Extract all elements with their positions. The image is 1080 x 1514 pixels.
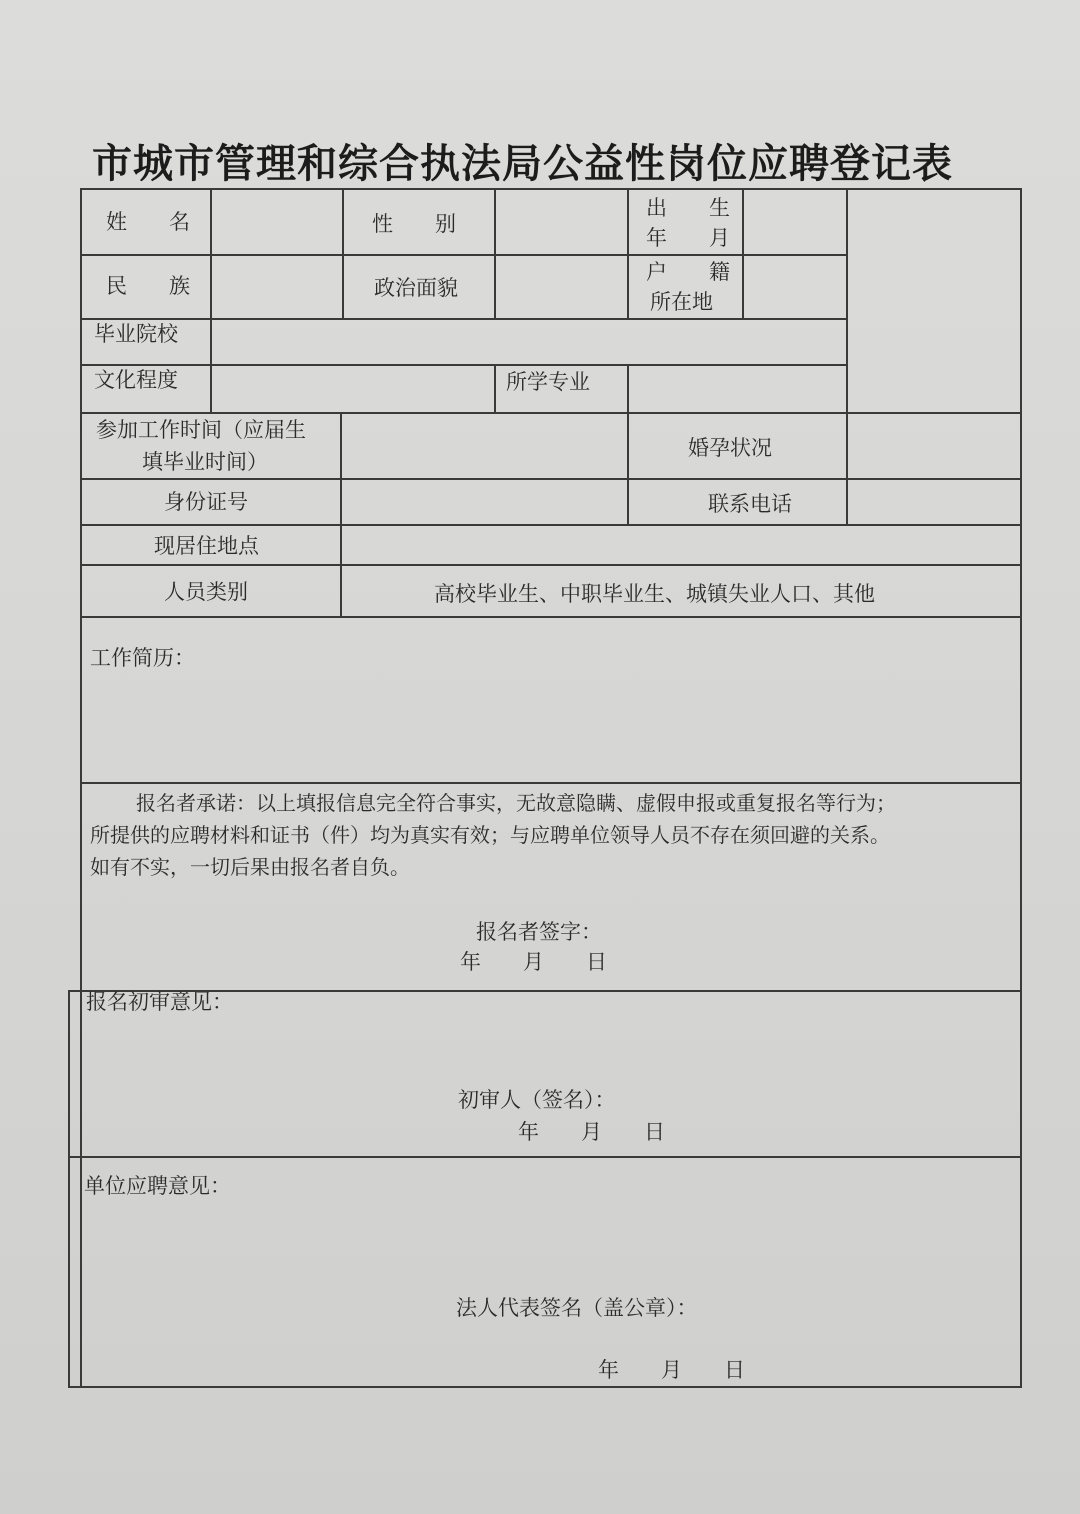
pledge-line3: 如有不实，一切后果由报名者自负。 — [90, 855, 410, 879]
col-e — [742, 188, 744, 320]
col-f2 — [846, 412, 848, 526]
unit-sign-label: 法人代表签名（盖公章）： — [456, 1296, 698, 1320]
frame-top — [80, 188, 1022, 190]
col-c — [494, 188, 496, 320]
rule-row6 — [80, 524, 1022, 526]
rule-row5 — [80, 478, 1022, 480]
label-hukou-line2: 所在地 — [650, 290, 713, 314]
label-resume: 工作简历： — [90, 646, 195, 670]
col-a — [210, 188, 212, 414]
label-hukou-line1: 户 籍 — [646, 260, 730, 284]
rule-row4 — [80, 412, 1022, 414]
pledge-line1: 报名者承诺：以上填报信息完全符合事实，无故意隐瞒、虚假申报或重复报名等行为； — [136, 791, 896, 815]
label-school: 毕业院校 — [94, 322, 178, 346]
label-gender: 性 别 — [372, 212, 456, 236]
label-marital: 婚孕状况 — [688, 436, 772, 460]
frame-left — [80, 188, 82, 1388]
label-political: 政治面貌 — [374, 276, 458, 300]
review-sign-label: 初审人（签名）： — [458, 1088, 616, 1112]
col-c2 — [494, 364, 496, 414]
col-d2 — [627, 364, 629, 526]
rule-row11 — [68, 1156, 1022, 1158]
col-b2 — [340, 412, 342, 618]
rule-row3 — [80, 364, 848, 366]
label-work-time-line2: 填毕业时间） — [142, 450, 268, 474]
label-phone: 联系电话 — [708, 492, 792, 516]
unit-date: 年 月 日 — [598, 1358, 745, 1382]
label-name: 姓 名 — [106, 210, 190, 234]
label-education: 文化程度 — [94, 368, 178, 392]
rule-row1 — [80, 254, 848, 256]
review-date: 年 月 日 — [518, 1120, 665, 1144]
label-work-time-line1: 参加工作时间（应届生 — [96, 418, 306, 442]
label-category: 人员类别 — [164, 580, 248, 604]
pledge-date: 年 月 日 — [460, 950, 607, 974]
label-unit: 单位应聘意见： — [84, 1174, 231, 1198]
category-options: 高校毕业生、中职毕业生、城镇失业人口、其他 — [434, 582, 875, 606]
rule-row7 — [80, 564, 1022, 566]
form-title: 市城市管理和综合执法局公益性岗位应聘登记表 — [92, 140, 953, 187]
frame-bottom — [68, 1386, 1022, 1388]
pledge-line2: 所提供的应聘材料和证书（件）均为真实有效；与应聘单位领导人员不存在须回避的关系。 — [90, 823, 890, 847]
label-address: 现居住地点 — [154, 534, 259, 558]
label-review: 报名初审意见： — [86, 990, 233, 1014]
col-f — [846, 188, 848, 414]
col-d — [627, 188, 629, 320]
label-ethnicity: 民 族 — [106, 274, 190, 298]
pledge-sign-label: 报名者签字： — [476, 920, 602, 944]
label-major: 所学专业 — [506, 370, 590, 394]
label-birth-line1: 出 生 — [646, 196, 730, 220]
rule-row9 — [80, 782, 1022, 784]
frame-left-lower — [68, 990, 70, 1388]
frame-right — [1020, 188, 1022, 1388]
rule-row8 — [80, 616, 1022, 618]
label-birth-line2: 年 月 — [646, 226, 730, 250]
rule-row2 — [80, 318, 848, 320]
col-b — [342, 188, 344, 320]
label-id-number: 身份证号 — [164, 490, 248, 514]
